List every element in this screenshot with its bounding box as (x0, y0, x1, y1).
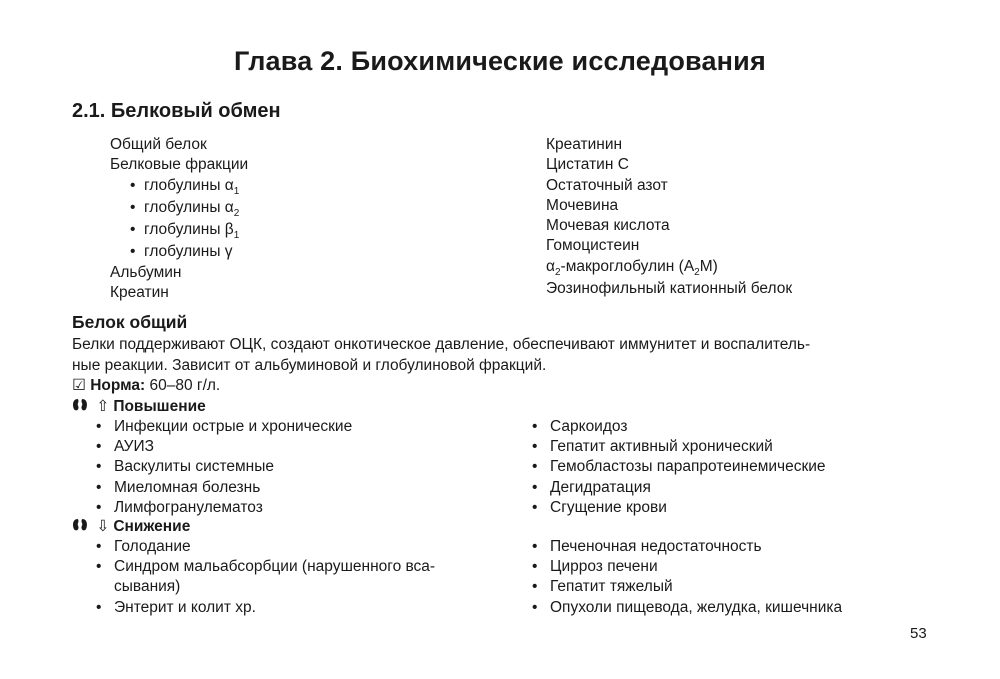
list-item: • Печеночная недостаточность (532, 537, 932, 557)
index-item: Альбумин (110, 263, 182, 281)
index-item: Креатин (110, 284, 169, 302)
index-item: Цистатин С (546, 156, 629, 174)
list-item: • Опухоли пищевода, желудка, кишечника (532, 598, 932, 618)
list-item: • Сгущение крови (532, 498, 932, 518)
list-item: • Миеломная болезнь (96, 478, 486, 498)
index-subitem: • глобулины $\alpha_1$ (110, 176, 248, 198)
index-item: Белковые фракции (110, 156, 249, 174)
list-item: • Голодание (96, 537, 486, 557)
index-left-column (110, 135, 248, 303)
norma-label: Норма: (90, 377, 146, 394)
kidneys-icon (72, 518, 92, 535)
arrow-up-icon: ⇧ (96, 398, 110, 415)
list-item: • Лимфогранулематоз (96, 498, 486, 518)
index-subitem: • глобулины γ (110, 242, 248, 262)
decrease-heading: ⇩ Снижение (72, 517, 190, 536)
list-item: • Энтерит и колит хр. (96, 598, 486, 618)
list-item: • Гепатит тяжелый (532, 577, 932, 597)
index-subitem: • глобулины $\alpha_2$ (110, 198, 248, 220)
increase-list-right (532, 417, 932, 518)
decrease-list-right (532, 537, 932, 618)
index-item: Мочевина (546, 196, 619, 214)
kidneys-icon (72, 398, 92, 415)
index-item: Креатинин (546, 136, 623, 153)
norma-line (72, 376, 220, 395)
checkbox-icon: ☑ (72, 377, 86, 394)
list-item: • Гемобластозы парапротеинемические (532, 457, 932, 477)
subsection-title: Белок общий (72, 312, 188, 332)
list-item: • АУИЗ (96, 437, 486, 457)
index-item: Эозинофильный катионный белок (546, 280, 793, 298)
list-item: • Саркоидоз (532, 417, 932, 437)
list-item: • Инфекции острые и хронические (96, 417, 486, 437)
list-item: • Дегидратация (532, 478, 932, 498)
index-item: Остаточный азот (546, 176, 668, 194)
increase-list-left (96, 417, 486, 518)
norma-value: 60–80 г/л. (149, 377, 221, 394)
list-item: • Цирроз печени (532, 557, 932, 577)
arrow-down-icon: ⇩ (96, 518, 110, 535)
index-right-column (546, 135, 792, 299)
list-item: • Гепатит активный хронический (532, 437, 932, 457)
index-item: Общий белок (110, 136, 207, 153)
index-subitem: • глобулины $\beta_1$ (110, 220, 248, 242)
list-item-continuation: сывания) (114, 578, 181, 596)
index-item: Мочевая кислота (546, 217, 670, 235)
list-item: • Синдром мальабсорбции (нарушенного вса- (96, 557, 486, 577)
description-paragraph: Белки поддерживают ОЦК, создают онкотическое давление, обеспечивают иммунитет и воспалитель- ные реакции. Зависит от альбуминовой и глобулиновой фракций. (72, 336, 811, 374)
index-item-alpha2-macroglobulin: $\alpha_2$-макроглобулин $(A_2M)$ (546, 257, 718, 278)
index-item: Гомоцистеин (546, 237, 640, 255)
page-number: 53 (910, 625, 927, 642)
section-title: 2.1. Белковый обмен (72, 100, 281, 122)
chapter-title: Глава 2. Биохимические исследования (234, 46, 766, 76)
decrease-list-left (96, 537, 486, 618)
list-item: • Васкулиты системные (96, 457, 486, 477)
increase-heading: ⇧ Повышение (72, 397, 206, 416)
